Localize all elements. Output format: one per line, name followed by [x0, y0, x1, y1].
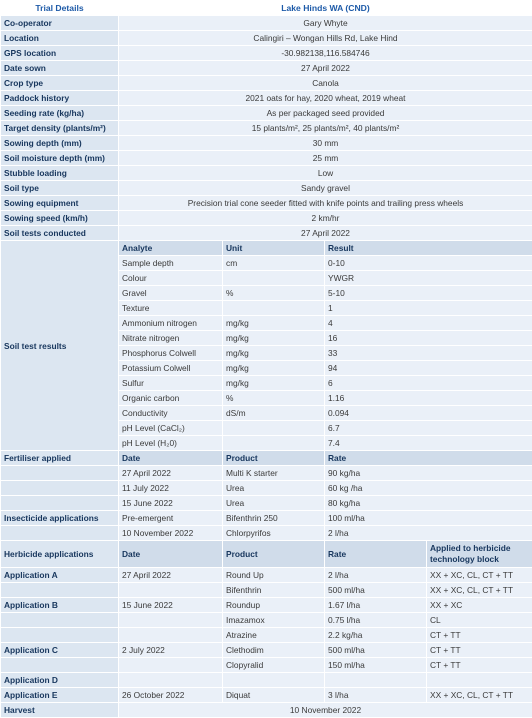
herbicide-cell: CT + TT — [427, 643, 532, 658]
header-site-name: Lake Hinds WA (CND) — [119, 1, 532, 16]
soil-cell: 94 — [325, 361, 532, 376]
herbicide-cell: 500 ml/ha — [325, 643, 427, 658]
detail-value: -30.982138,116.584746 — [119, 46, 532, 61]
detail-value: 2 km/hr — [119, 211, 532, 226]
herbicide-cell: 2 July 2022 — [119, 643, 223, 658]
table-row — [1, 643, 532, 658]
table-row — [1, 31, 532, 46]
herbicide-cell: XX + XC — [427, 598, 532, 613]
application-label: Application A — [1, 568, 119, 583]
detail-label: Soil moisture depth (mm) — [1, 151, 119, 166]
herbicide-cell: 0.75 l/ha — [325, 613, 427, 628]
herbicide-header: Applied to herbicide technology block — [427, 541, 532, 568]
herbicide-cell: XX + XC, CL, CT + TT — [427, 583, 532, 598]
herbicide-header: Date — [119, 541, 223, 568]
soil-cell — [223, 271, 325, 286]
herbicide-cell: 1.67 l/ha — [325, 598, 427, 613]
soil-cell — [223, 301, 325, 316]
detail-label: Soil tests conducted — [1, 226, 119, 241]
detail-label: Date sown — [1, 61, 119, 76]
fertiliser-cell: 11 July 2022 — [119, 481, 223, 496]
herbicide-cell — [325, 673, 427, 688]
blank-label — [1, 481, 119, 496]
application-label — [1, 583, 119, 598]
herbicide-cell: CT + TT — [427, 658, 532, 673]
soil-cell: dS/m — [223, 406, 325, 421]
soil-cell: 4 — [325, 316, 532, 331]
blank-label — [1, 526, 119, 541]
table-row — [1, 211, 532, 226]
harvest-label: Harvest — [1, 703, 119, 718]
table-row — [1, 541, 532, 568]
application-label: Application D — [1, 673, 119, 688]
table-row — [1, 673, 532, 688]
blank-label — [1, 466, 119, 481]
detail-value: Gary Whyte — [119, 16, 532, 31]
table-row — [1, 628, 532, 643]
herbicide-cell — [427, 673, 532, 688]
table-row — [1, 136, 532, 151]
soil-cell: Gravel — [119, 286, 223, 301]
soil-cell: Organic carbon — [119, 391, 223, 406]
herbicide-cell: CT + TT — [427, 628, 532, 643]
soil-cell: 33 — [325, 346, 532, 361]
table-row — [1, 451, 532, 466]
application-label — [1, 628, 119, 643]
table-row — [1, 583, 532, 598]
table-row — [1, 226, 532, 241]
application-label: Application E — [1, 688, 119, 703]
herbicide-cell — [119, 628, 223, 643]
soil-header: Unit — [223, 241, 325, 256]
soil-cell: 0-10 — [325, 256, 532, 271]
insecticide-cell: 2 l/ha — [325, 526, 532, 541]
soil-cell: pH Level (H₂0) — [119, 436, 223, 451]
table-row — [1, 688, 532, 703]
table-row — [1, 511, 532, 526]
soil-cell: mg/kg — [223, 331, 325, 346]
fertiliser-cell: Urea — [223, 481, 325, 496]
detail-label: Location — [1, 31, 119, 46]
soil-cell: % — [223, 286, 325, 301]
harvest-value: 10 November 2022 — [119, 703, 532, 718]
herbicide-cell — [223, 673, 325, 688]
insecticide-cell: Chlorpyrifos — [223, 526, 325, 541]
herbicide-cell: 27 April 2022 — [119, 568, 223, 583]
herbicide-cell: 15 June 2022 — [119, 598, 223, 613]
soil-cell: 16 — [325, 331, 532, 346]
blank-label — [1, 496, 119, 511]
header-trial-details: Trial Details — [1, 1, 119, 16]
table-row — [1, 121, 532, 136]
soil-header: Result — [325, 241, 532, 256]
soil-cell: Nitrate nitrogen — [119, 331, 223, 346]
table-row — [1, 568, 532, 583]
soil-cell: Sulfur — [119, 376, 223, 391]
insecticide-cell: Pre-emergent — [119, 511, 223, 526]
herbicide-cell: 150 ml/ha — [325, 658, 427, 673]
detail-label: Stubble loading — [1, 166, 119, 181]
fertiliser-cell: Multi K starter — [223, 466, 325, 481]
soil-cell: mg/kg — [223, 361, 325, 376]
soil-cell: % — [223, 391, 325, 406]
detail-label: Sowing equipment — [1, 196, 119, 211]
soil-cell: Texture — [119, 301, 223, 316]
detail-label: Co-operator — [1, 16, 119, 31]
table-row — [1, 181, 532, 196]
soil-cell: cm — [223, 256, 325, 271]
herbicide-cell: Bifenthrin — [223, 583, 325, 598]
table-row — [1, 16, 532, 31]
detail-label: Seeding rate (kg/ha) — [1, 106, 119, 121]
detail-value: 25 mm — [119, 151, 532, 166]
detail-value: Precision trial cone seeder fitted with knife points and trailing press wheels — [119, 196, 532, 211]
application-label — [1, 658, 119, 673]
soil-cell: 1.16 — [325, 391, 532, 406]
herbicide-cell: 3 l/ha — [325, 688, 427, 703]
herbicide-cell: 2 l/ha — [325, 568, 427, 583]
herbicide-cell: 2.2 kg/ha — [325, 628, 427, 643]
detail-label: Paddock history — [1, 91, 119, 106]
soil-cell: Potassium Colwell — [119, 361, 223, 376]
detail-label: Soil type — [1, 181, 119, 196]
detail-value: Canola — [119, 76, 532, 91]
fertiliser-cell: 80 kg/ha — [325, 496, 532, 511]
table-row — [1, 613, 532, 628]
detail-label: Crop type — [1, 76, 119, 91]
herbicide-header: Rate — [325, 541, 427, 568]
detail-value: 15 plants/m², 25 plants/m², 40 plants/m² — [119, 121, 532, 136]
herbicide-cell: XX + XC, CL, CT + TT — [427, 568, 532, 583]
fertiliser-cell: 60 kg /ha — [325, 481, 532, 496]
table-row — [1, 106, 532, 121]
fertiliser-cell: Urea — [223, 496, 325, 511]
detail-label: Sowing depth (mm) — [1, 136, 119, 151]
table-row — [1, 91, 532, 106]
soil-cell — [223, 436, 325, 451]
table-row — [1, 166, 532, 181]
soil-cell: mg/kg — [223, 316, 325, 331]
detail-value: 27 April 2022 — [119, 226, 532, 241]
fertiliser-header: Date — [119, 451, 223, 466]
insecticide-label: Insecticide applications — [1, 511, 119, 526]
table-row — [1, 658, 532, 673]
detail-value: Calingiri – Wongan Hills Rd, Lake Hind — [119, 31, 532, 46]
herbicide-cell: Round Up — [223, 568, 325, 583]
soil-cell — [223, 421, 325, 436]
detail-value: Low — [119, 166, 532, 181]
herbicide-cell: Roundup — [223, 598, 325, 613]
herbicide-cell — [119, 613, 223, 628]
soil-cell: 6 — [325, 376, 532, 391]
herbicide-cell: Atrazine — [223, 628, 325, 643]
table-row — [1, 46, 532, 61]
herbicide-cell: Imazamox — [223, 613, 325, 628]
table-row — [1, 466, 532, 481]
fertiliser-label: Fertiliser applied — [1, 451, 119, 466]
soil-cell: YWGR — [325, 271, 532, 286]
detail-label: Sowing speed (km/h) — [1, 211, 119, 226]
table-row — [1, 76, 532, 91]
detail-label: Target density (plants/m²) — [1, 121, 119, 136]
soil-test-label: Soil test results — [1, 241, 119, 451]
soil-header: Analyte — [119, 241, 223, 256]
soil-cell: Ammonium nitrogen — [119, 316, 223, 331]
herbicide-label: Herbicide applications — [1, 541, 119, 568]
table-row — [1, 151, 532, 166]
fertiliser-header: Rate — [325, 451, 532, 466]
herbicide-cell: Diquat — [223, 688, 325, 703]
soil-cell: 0.094 — [325, 406, 532, 421]
table-row — [1, 61, 532, 76]
detail-value: As per packaged seed provided — [119, 106, 532, 121]
table-row — [1, 703, 532, 718]
table-row — [1, 526, 532, 541]
application-label: Application B — [1, 598, 119, 613]
herbicide-cell — [119, 658, 223, 673]
soil-cell: Phosphorus Colwell — [119, 346, 223, 361]
fertiliser-header: Product — [223, 451, 325, 466]
herbicide-cell: XX + XC, CL, CT + TT — [427, 688, 532, 703]
herbicide-cell: 500 ml/ha — [325, 583, 427, 598]
detail-value: 27 April 2022 — [119, 61, 532, 76]
soil-cell: mg/kg — [223, 346, 325, 361]
table-row — [1, 196, 532, 211]
soil-cell: 5-10 — [325, 286, 532, 301]
table-row — [1, 598, 532, 613]
soil-cell: 6.7 — [325, 421, 532, 436]
herbicide-cell — [119, 673, 223, 688]
fertiliser-cell: 15 June 2022 — [119, 496, 223, 511]
table-row — [1, 241, 532, 256]
detail-value: Sandy gravel — [119, 181, 532, 196]
detail-value: 30 mm — [119, 136, 532, 151]
fertiliser-cell: 27 April 2022 — [119, 466, 223, 481]
table-row — [1, 481, 532, 496]
soil-cell: 1 — [325, 301, 532, 316]
soil-cell: mg/kg — [223, 376, 325, 391]
soil-cell: pH Level (CaCl₂) — [119, 421, 223, 436]
insecticide-cell: Bifenthrin 250 — [223, 511, 325, 526]
herbicide-cell: 26 October 2022 — [119, 688, 223, 703]
table-row — [1, 496, 532, 511]
application-label — [1, 613, 119, 628]
soil-cell: Sample depth — [119, 256, 223, 271]
detail-label: GPS location — [1, 46, 119, 61]
herbicide-cell: Clethodim — [223, 643, 325, 658]
fertiliser-cell: 90 kg/ha — [325, 466, 532, 481]
herbicide-cell: CL — [427, 613, 532, 628]
herbicide-cell: Clopyralid — [223, 658, 325, 673]
soil-cell: Colour — [119, 271, 223, 286]
detail-value: 2021 oats for hay, 2020 wheat, 2019 wheat — [119, 91, 532, 106]
soil-cell: 7.4 — [325, 436, 532, 451]
insecticide-cell: 10 November 2022 — [119, 526, 223, 541]
insecticide-cell: 100 ml/ha — [325, 511, 532, 526]
herbicide-cell — [119, 583, 223, 598]
application-label: Application C — [1, 643, 119, 658]
herbicide-header: Product — [223, 541, 325, 568]
soil-cell: Conductivity — [119, 406, 223, 421]
